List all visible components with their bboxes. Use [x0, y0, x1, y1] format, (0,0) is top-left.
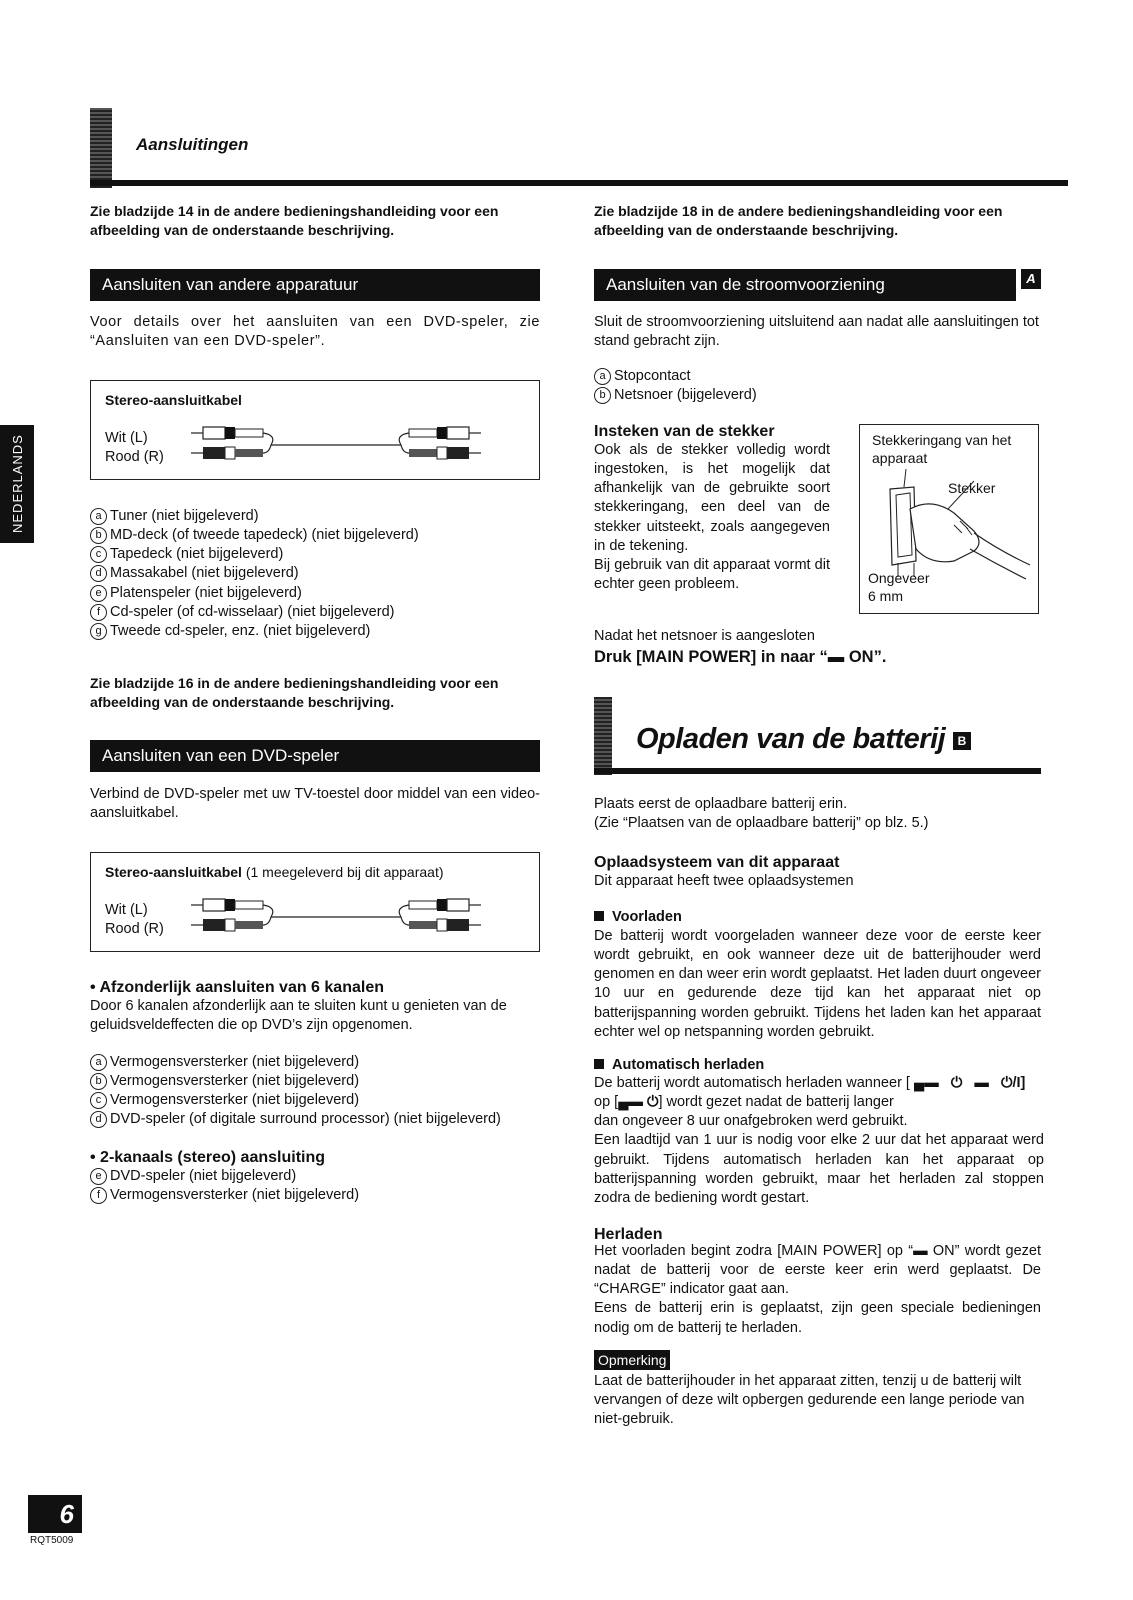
- figure-badge-a: A: [1021, 269, 1041, 289]
- recharge-heading: Herladen: [594, 1226, 663, 1243]
- document-code: RQT5009: [30, 1535, 74, 1546]
- cable-figure-2: [90, 852, 540, 952]
- charging-header-rule: [594, 768, 1041, 774]
- two-channel-list: [90, 1167, 359, 1205]
- plug-heading: Insteken van de stekker: [594, 423, 775, 440]
- cable-drawing-1: [191, 423, 491, 463]
- section-title-dvd: Aansluiten van een DVD-speler: [90, 740, 540, 772]
- list-item: a Tuner (niet bijgeleverd): [90, 507, 419, 526]
- list-item: e Platenspeler (niet bijgeleverd): [90, 584, 419, 603]
- page-number: 6: [28, 1495, 82, 1533]
- battery-icon: ▄▬ ⏻ ▬ ⏻/I]: [909, 1075, 1026, 1091]
- list-item: a Stopcontact: [594, 367, 757, 386]
- power-on-icon: ▬: [827, 648, 845, 666]
- figure-badge-b: B: [953, 732, 971, 750]
- system-text: Dit apparaat heeft twee oplaadsystemen: [594, 873, 854, 889]
- label-white: Wit (L): [105, 430, 148, 446]
- battery-standby-icon: ▄▬ ⏻: [618, 1094, 659, 1111]
- six-channel-list: [90, 1053, 501, 1130]
- list-item: d Massakabel (niet bijgeleverd): [90, 564, 419, 583]
- section-2-intro: Verbind de DVD-speler met uw TV-toestel door middel van een video-aansluitkabel.: [90, 786, 540, 822]
- label-white: Wit (L): [105, 902, 148, 918]
- auto-recharge-text: De batterij wordt automatisch herladen wanneer [ ▄▬ ⏻ ▬ ⏻/I] op [▄▬ ⏻] wordt gezet nadat de batterij langer dan ongeveer 8 uur onafgebroken werd gebruikt. Een laadtijd van 1 uur is nodig voor elke 2 uur dat het apparaat werd gebruikt. Tijdens automatisch herladen kan het apparaat op batterijspanning worden gebruikt, maar het herladen zal stoppen zodra de bediening wordt gestart.: [594, 1075, 1044, 1206]
- plug-text: Ook als de stekker volledig wordt ingestoken, is het mogelijk dat afhankelijk van de gebruikte soort stekkeringang, een deel van de stekker uitsteekt, zoals aangegeven in de tekening. Bij gebruik van dit apparaat vormt dit echter geen probleem.: [594, 442, 830, 592]
- charging-title: Opladen van de batterij B: [636, 720, 971, 758]
- list-item: c Vermogensversterker (niet bijgeleverd): [90, 1091, 501, 1110]
- right-reference-1: Zie bladzijde 18 in de andere bedieningshandleiding voor een afbeelding van de onderstaande beschrijving.: [594, 203, 1003, 238]
- plug-figure: [859, 424, 1039, 614]
- list-item: c Tapedeck (niet bijgeleverd): [90, 545, 419, 564]
- list-item: g Tweede cd-speler, enz. (niet bijgeleverd): [90, 622, 419, 641]
- system-heading: Oplaadsysteem van dit apparaat: [594, 854, 840, 871]
- list-item: f Vermogensversterker (niet bijgeleverd): [90, 1186, 359, 1205]
- cable-caption: Stereo-aansluitkabel (1 meegeleverd bij dit apparaat): [105, 864, 444, 880]
- header-marker: [90, 108, 112, 188]
- power-list: [594, 367, 757, 405]
- note-text: Laat de batterijhouder in het apparaat zitten, tenzij u de batterij wilt vervangen of deze wilt opbergen gedurende een lange periode van niet-gebruik.: [594, 1373, 1025, 1428]
- six-channel-heading: • Afzonderlijk aansluiten van 6 kanalen: [90, 979, 384, 996]
- note-tag: Opmerking: [594, 1350, 670, 1370]
- page-title: Aansluitingen: [136, 135, 249, 154]
- plug-drawing: [870, 469, 1036, 581]
- two-channel-heading: • 2-kanaals (stereo) aansluiting: [90, 1149, 326, 1166]
- auto-recharge-heading: Automatisch herladen: [594, 1056, 764, 1075]
- precharge-text: De batterij wordt voorgeladen wanneer deze voor de eerste keer wordt gebruikt, en ook wanneer deze uit de batterijhouder werd genomen en dan weer erin wordt geplaatst. Het laden duurt ongeveer 10 uur en gedurende deze tijd kan het apparaat niet op batterijspanning worden gebruikt. Tijdens het laden kan het apparaat echter wel op netspanning worden gebruikt.: [594, 928, 1041, 1040]
- charging-header-marker: [594, 697, 612, 775]
- cable-figure-1: [90, 380, 540, 480]
- cable-drawing-2: [191, 895, 491, 935]
- left-reference-1: Zie bladzijde 14 in de andere bedieningshandleiding voor een afbeelding van de onderstaande beschrijving.: [90, 203, 499, 238]
- press-instruction: Druk [MAIN POWER] in naar “▬ ON”.: [594, 647, 886, 669]
- power-on-icon: ▬: [913, 1243, 928, 1259]
- list-item: b MD-deck (of tweede tapedeck) (niet bijgeleverd): [90, 526, 419, 545]
- square-bullet-icon: [594, 911, 604, 921]
- cable-channel-labels: [105, 429, 164, 467]
- section-title-power: Aansluiten van de stroomvoorziening: [594, 269, 1016, 301]
- header-rule: [90, 180, 1068, 186]
- square-bullet-icon: [594, 1059, 604, 1069]
- language-tab: NEDERLANDS: [0, 425, 34, 543]
- socket-label: Stekkeringang van het apparaat: [872, 432, 1012, 467]
- section-title-other-equipment: Aansluiten van andere apparatuur: [90, 269, 540, 301]
- list-item: b Vermogensversterker (niet bijgeleverd): [90, 1072, 501, 1091]
- after-connect-text: Nadat het netsnoer is aangesloten: [594, 628, 815, 644]
- list-item: b Netsnoer (bijgeleverd): [594, 386, 757, 405]
- list-item: a Vermogensversterker (niet bijgeleverd): [90, 1053, 501, 1072]
- distance-label: Ongeveer 6 mm: [868, 570, 930, 605]
- cable-caption: Stereo-aansluitkabel: [105, 392, 242, 408]
- six-channel-text: Door 6 kanalen afzonderlijk aan te sluiten kunt u genieten van de geluidsveldeffecten die op DVD’s zijn opgenomen.: [90, 998, 507, 1034]
- label-red: Rood (R): [105, 920, 164, 937]
- other-equipment-list: [90, 507, 419, 641]
- list-item: f Cd-speler (of cd-wisselaar) (niet bijgeleverd): [90, 603, 419, 622]
- power-intro: Sluit de stroomvoorziening uitsluitend aan nadat alle aansluitingen tot stand gebracht zijn.: [594, 314, 1039, 350]
- plug-label: Stekker: [948, 480, 996, 496]
- charging-intro: Plaats eerst de oplaadbare batterij erin. (Zie “Plaatsen van de oplaadbare batterij” op blz. 5.): [594, 796, 929, 832]
- section-1-intro: Voor details over het aansluiten van een DVD-speler, zie “Aansluiten van een DVD-speler”.: [90, 314, 540, 350]
- list-item: e DVD-speler (niet bijgeleverd): [90, 1167, 359, 1186]
- list-item: d DVD-speler (of digitale surround processor) (niet bijgeleverd): [90, 1110, 501, 1129]
- label-red: Rood (R): [105, 448, 164, 465]
- left-reference-2: Zie bladzijde 16 in de andere bedieningshandleiding voor een afbeelding van de onderstaande beschrijving.: [90, 675, 499, 710]
- precharge-heading: Voorladen: [594, 908, 682, 927]
- cable-channel-labels: [105, 901, 164, 939]
- recharge-text: Het voorladen begint zodra [MAIN POWER] op “▬ ON” wordt gezet nadat de batterij voor de eerste keer erin werd geplaatst. De “CHARGE” indicator gaat aan. Eens de batterij erin is geplaatst, zijn geen speciale bedieningen nodig om de batterij te herladen.: [594, 1243, 1041, 1336]
